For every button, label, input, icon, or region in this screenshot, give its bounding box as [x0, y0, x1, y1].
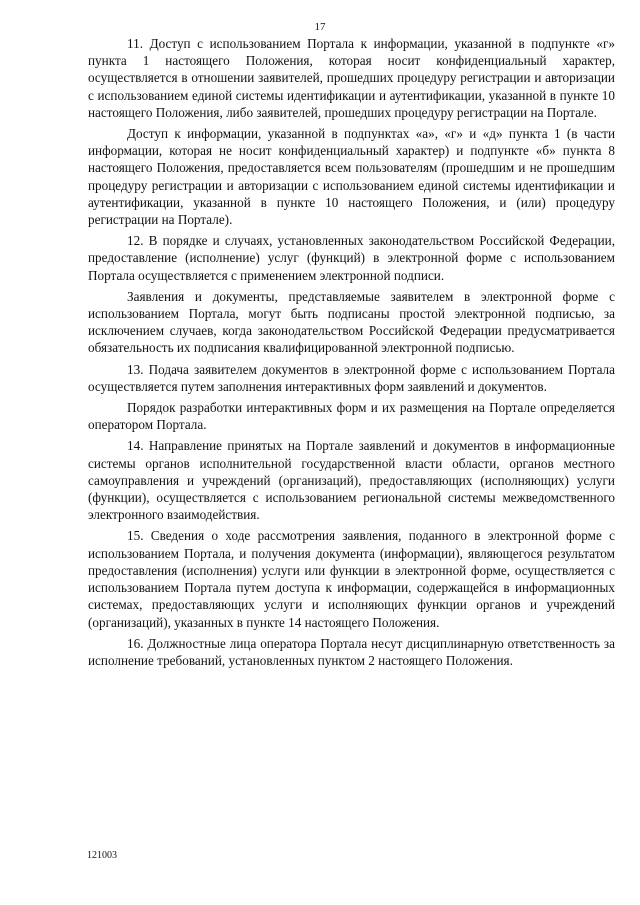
paragraph-11-continued: Доступ к информации, указанной в подпунктах «а», «г» и «д» пункта 1 (в части информации, которая не носит конфиденциальный характер) и подпункте «б» пункта 8 настоящего Положения, предоставляется всем пользователям (прошедшим и не прошедшим процедуру регистрации и авторизации с использованием единой системы идентификации и аутентификации, указанной в пункте 10 настоящего Положения, и (или) процедуру регистрации на Портале).	[88, 126, 615, 228]
paragraph-12: 12. В порядке и случаях, установленных законодательством Российской Федерации, предоставление (исполнение) услуг (функций) в электронной форме с использованием Портала осуществляется с применением электронной подписи.	[88, 233, 615, 283]
paragraph-11: 11. Доступ с использованием Портала к информации, указанной в подпункте «г» пункта 1 настоящего Положения, которая носит конфиденциальный характер, осуществляется в отношении заявителей, прошедших процедуру регистрации и авторизации с использованием единой системы идентификации и аутентификации, указанной в пункте 10 настоящего Положения, либо заявителей, прошедших процедуру регистрации на Портале.	[88, 36, 615, 120]
paragraph-14: 14. Направление принятых на Портале заявлений и документов в информационные системы органов исполнительной государственной власти области, органов местного самоуправления и учреждений (организаций), предоставляющих (исполняющих) услуги (функции), осуществляется с использованием региональной системы межведомственного электронного взаимодействия.	[88, 438, 615, 523]
document-body	[88, 35, 615, 669]
footer-document-code: 121003	[87, 850, 117, 861]
paragraph-16: 16. Должностные лица оператора Портала несут дисциплинарную ответственность за исполнение требований, установленных пунктом 2 настоящего Положения.	[88, 635, 615, 668]
paragraph-13: 13. Подача заявителем документов в электронной форме с использованием Портала осуществляется путем заполнения интерактивных форм заявлений и документов.	[88, 361, 615, 394]
paragraph-15: 15. Сведения о ходе рассмотрения заявления, поданного в электронной форме с использованием Портала, и получения документа (информации), являющегося результатом предоставления (исполнения) услуги или функции в электронной форме, осуществляется с использованием Портала путем доступа к информации, содержащейся в информационных системах, предоставляющих услуги и исполняющих функции органов и учреждений (организаций), указанных в пункте 14 настоящего Положения.	[88, 528, 615, 630]
paragraph-13-continued: Порядок разработки интерактивных форм и их размещения на Портале определяется оператором Портала.	[88, 400, 615, 433]
paragraph-12-continued: Заявления и документы, представляемые заявителем в электронной форме с использованием Портала, могут быть подписаны простой электронной подписью, за исключением случаев, когда законодательством Российской Федерации предусматривается обязательность их подписания квалифицированной электронной подписью.	[88, 288, 615, 356]
page-number: 17	[314, 21, 326, 33]
